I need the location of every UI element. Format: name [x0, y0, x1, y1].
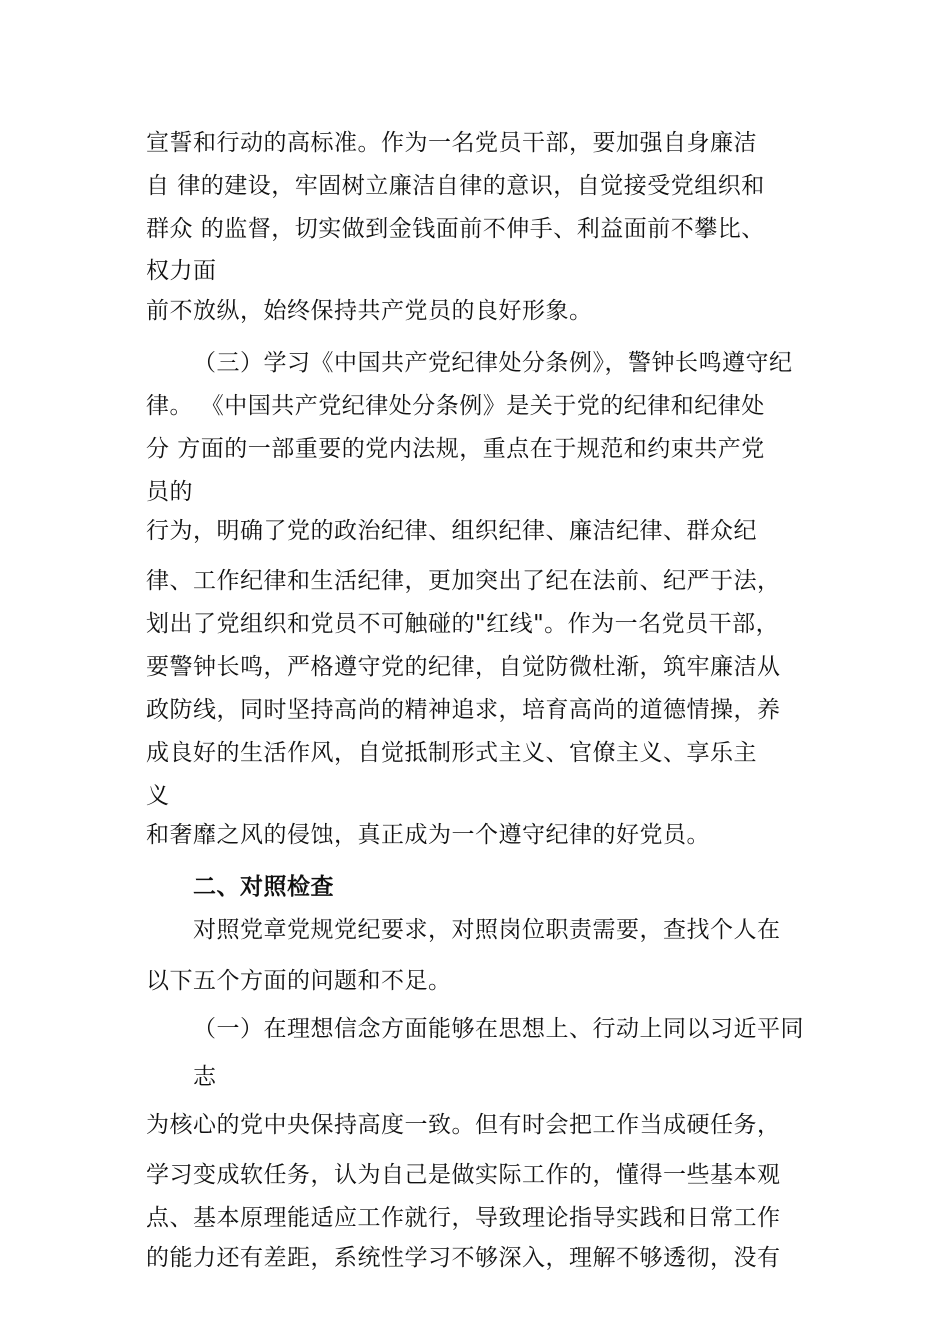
text-line: 学习变成软任务，认为自己是做实际工作的，懂得一些基本观: [146, 1162, 781, 1188]
text-line: 政防线，同时坚持高尚的精神追求，培育高尚的道德情操，养: [146, 697, 781, 723]
text-line: 点、基本原理能适应工作就行，导致理论指导实践和日常工作: [146, 1205, 781, 1231]
text-line: 对照党章党规党纪要求，对照岗位职责需要，查找个人在: [193, 917, 781, 943]
text-line: 的能力还有差距，系统性学习不够深入，理解不够透彻，没有: [146, 1245, 781, 1271]
text-line: 义: [146, 783, 170, 809]
text-line: 为核心的党中央保持高度一致。但有时会把工作当成硬任务，: [146, 1112, 781, 1138]
text-line: 成良好的生活作风，自觉抵制形式主义、官僚主义、享乐主: [146, 740, 757, 766]
text-line: 律、工作纪律和生活纪律，更加突出了纪在法前、纪严于法，: [146, 568, 781, 594]
section-heading-1: （一）在理想信念方面能够在思想上、行动上同以习近平同: [193, 1016, 804, 1042]
text-line: 自 律的建设，牢固树立廉洁自律的意识，自觉接受党组织和: [146, 173, 765, 199]
text-line: 划出了党组织和党员不可触碰的"红线"。作为一名党员干部，: [146, 611, 780, 637]
text-line: 行为，明确了党的政治纪律、组织纪律、廉洁纪律、群众纪: [146, 518, 757, 544]
text-line: 和奢靡之风的侵蚀，真正成为一个遵守纪律的好党员。: [146, 822, 710, 848]
text-line: 前不放纵，始终保持共产党员的良好形象。: [146, 298, 593, 324]
text-line: 群众 的监督，切实做到金钱面前不伸手、利益面前不攀比、: [146, 216, 765, 242]
text-line: 志: [193, 1064, 217, 1090]
section-heading-3: （三）学习《中国共产党纪律处分条例》，警钟长鸣遵守纪: [193, 350, 793, 376]
text-line: 员的: [146, 479, 193, 505]
text-line: 要警钟长鸣，严格遵守党的纪律，自觉防微杜渐，筑牢廉洁从: [146, 654, 781, 680]
section-title: 二、对照检查: [193, 874, 334, 900]
text-line: 分 方面的一部重要的党内法规，重点在于规范和约束共产党: [146, 436, 765, 462]
text-line: 以下五个方面的问题和不足。: [146, 968, 452, 994]
text-line: 律。 《中国共产党纪律处分条例》是关于党的纪律和纪律处: [146, 393, 765, 419]
text-line: 权力面: [146, 258, 217, 284]
text-line: 宣誓和行动的高标准。作为一名党员干部，要加强自身廉洁: [146, 130, 757, 156]
